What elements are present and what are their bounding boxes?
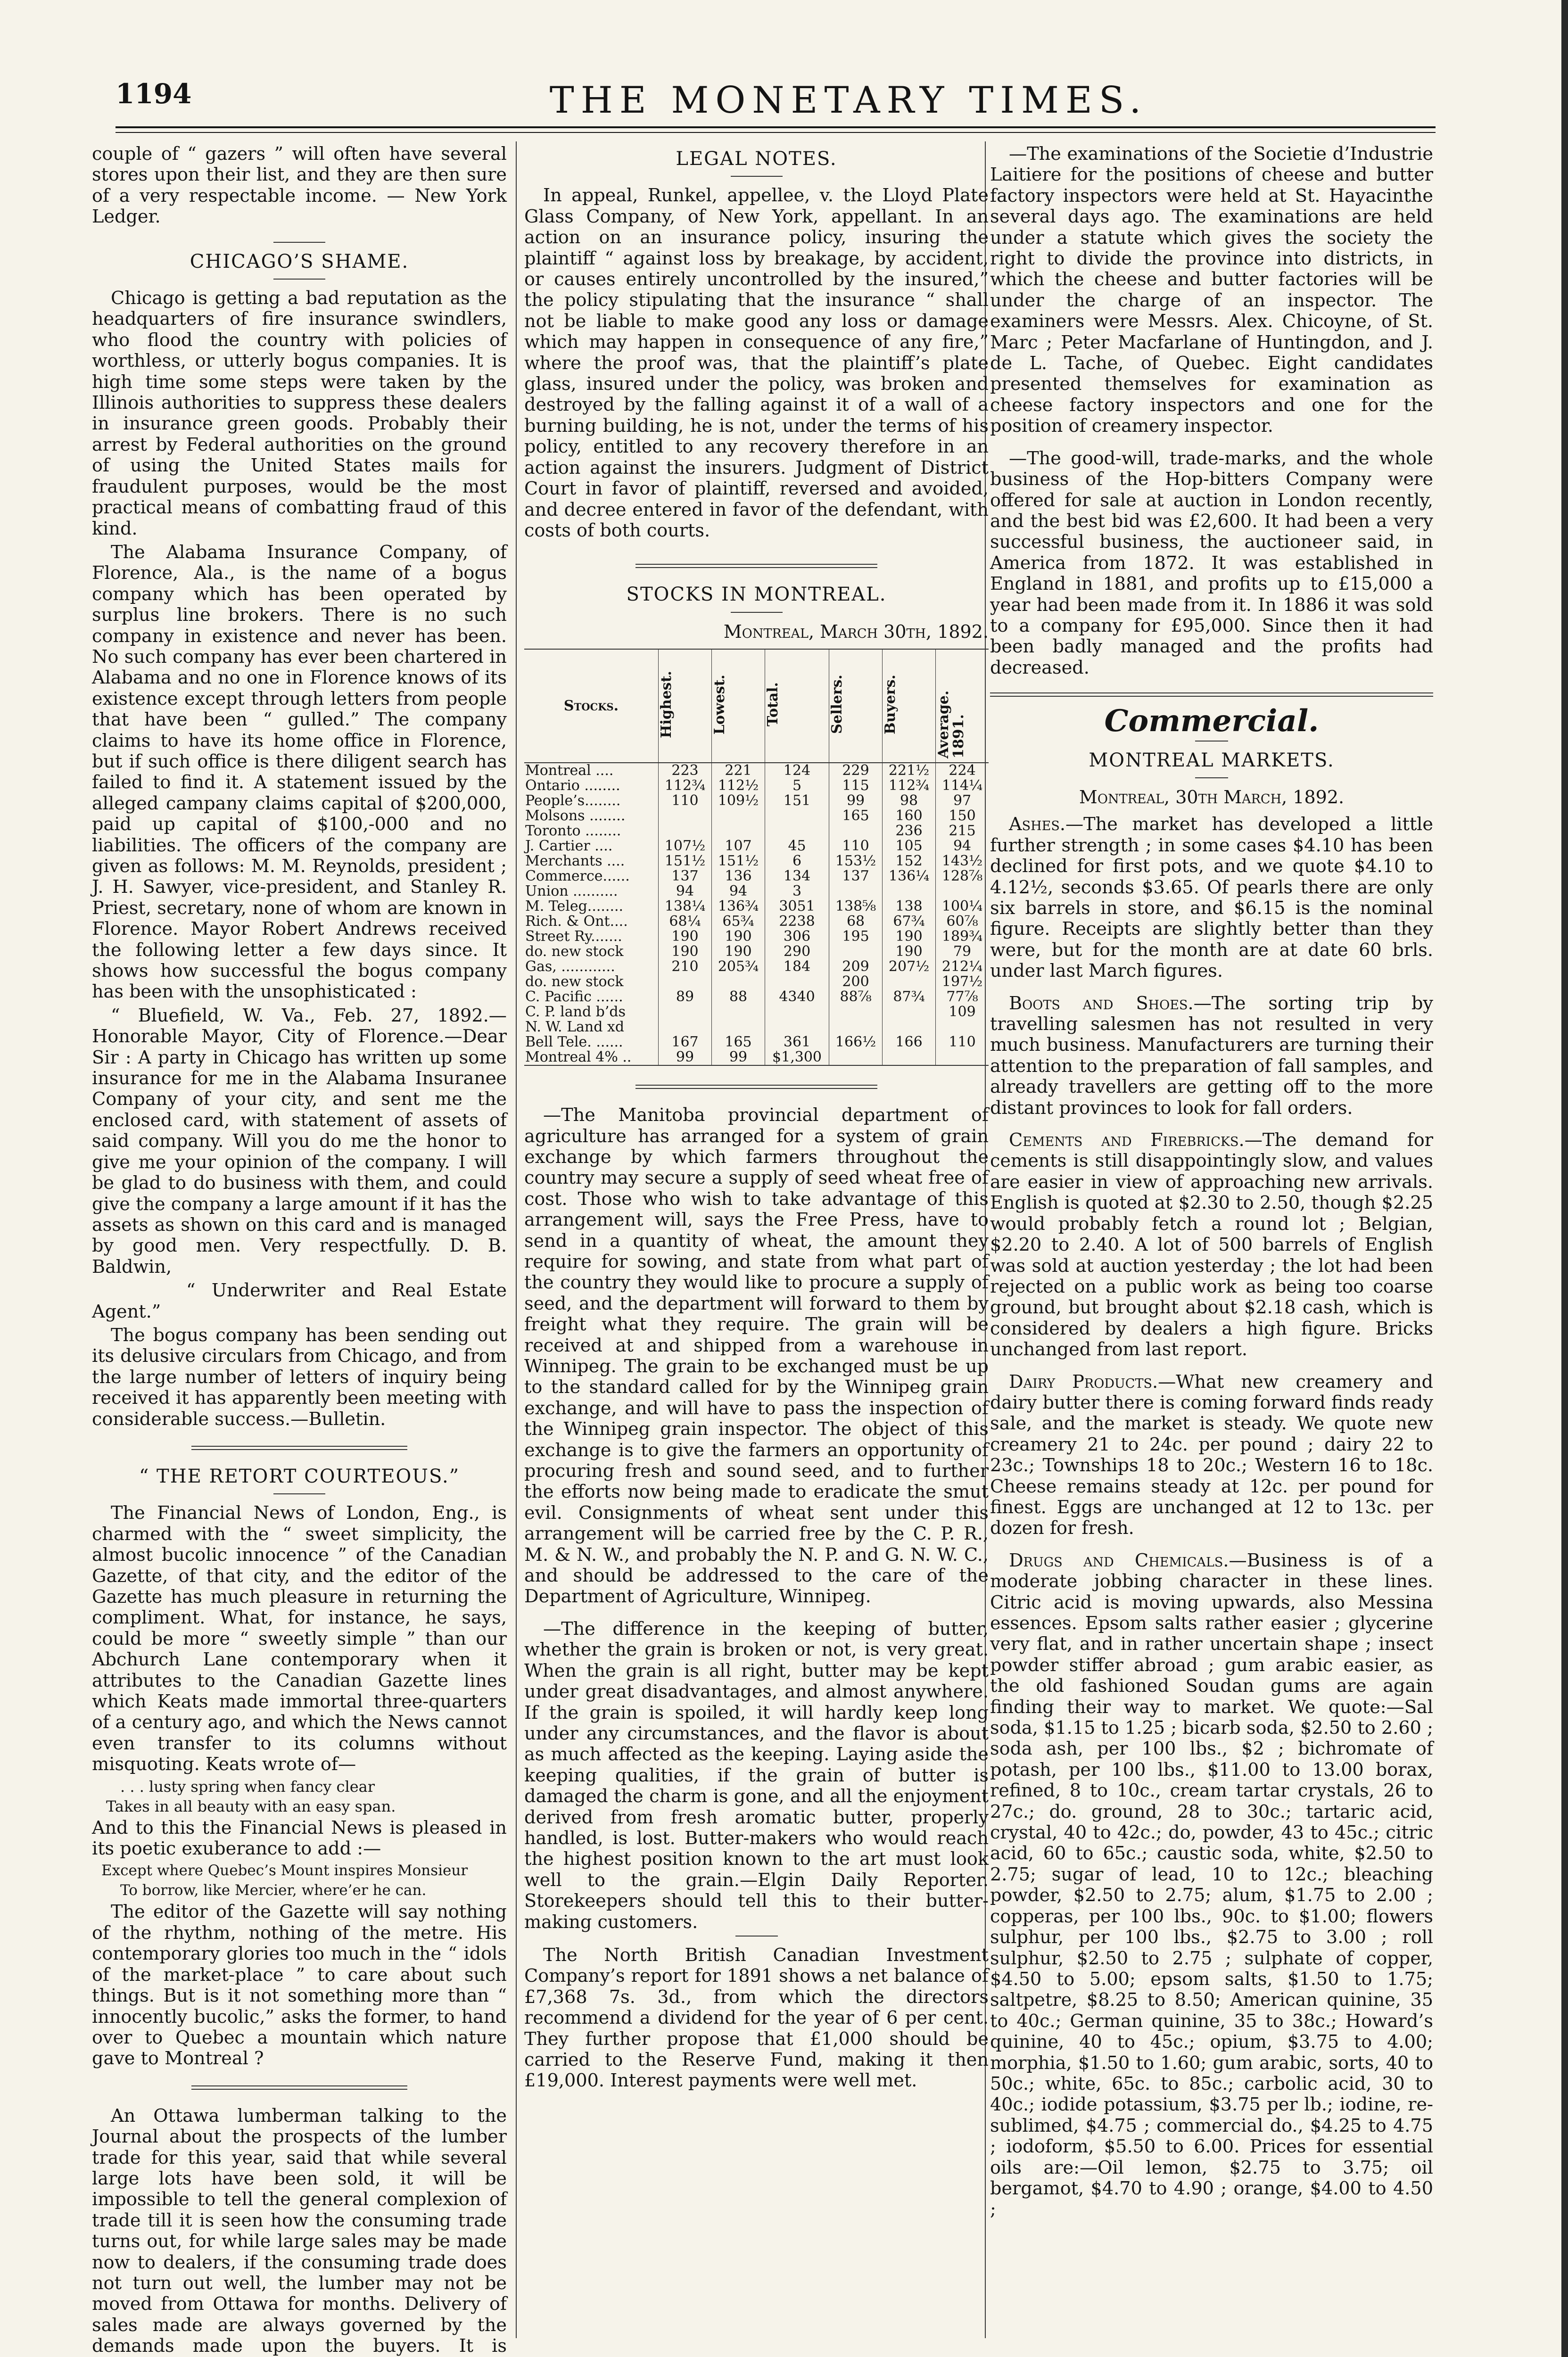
stock-value-cell: 124 [765, 763, 829, 778]
stock-name-cell: J. Cartier .... [525, 838, 613, 855]
stock-value-cell: 99 [659, 1050, 712, 1065]
stock-value-cell [829, 824, 883, 839]
stock-value-cell: 150 [936, 808, 989, 824]
stock-value-cell: 200 [829, 974, 883, 989]
stock-value-cell: 79 [936, 944, 989, 959]
stocks-table-row [524, 1005, 989, 1020]
stock-value-cell [659, 974, 712, 989]
stock-value-cell: 60⅞ [936, 914, 989, 929]
stocks-table-row [524, 778, 989, 793]
article-paragraph: The editor of the Gazette will say nothing of the rhythm, nothing of the metre. His contemporary glories too much in the “ idols of the market-place ” to care about such things. But is it not something more than “ innocently bucolic,” asks the former, to hand over to Quebec a mountain which nature gave to Montreal ? [92, 1902, 507, 2069]
article-paragraph: —The Manitoba provincial department of agriculture has arranged for a system of grain exchange by which farmers throughout the country may secure a supply of seed wheat free of cost. Those who wish to take advantage of this arrangement will, says the Free Press, have to send in a quantity of wheat, the amount they require for sowing, and state from what part of the country they would like to procure a supply of seed, and the department will forward to them by freight what they require. The grain will be received at and shipped from a warehouse in Winnipeg. The grain to be exchanged must be up to the standard called for by the Winnipeg grain exchange, and will have to pass the inspection of the Winnipeg grain inspector. The object of this exchange is to give the farmers an opportunity of procuring fresh and sound seed, and to further the efforts now being made to eradicate the smut evil. Consignments of wheat sent under this arrangement will be carried free by the C. P. R., M. & N. W., and probably the N. P. and G. N. W. C., and should be addressed to the care of the Department of Agriculture, Winnipeg. [524, 1105, 989, 1607]
stock-value-cell: 136 [712, 869, 765, 884]
stock-value-cell: 112¾ [659, 778, 712, 793]
stock-value-cell: 68¼ [659, 914, 712, 929]
stock-value-cell: 114¼ [936, 778, 989, 793]
market-report: Cements and Firebricks.—The demand for cements is still disappointingly slow, and values are easier in view of approaching new arrivals. English is quoted at $2.30 to 2.50, though $2.25 would probably fetch a round lot ; Belgian, $2.20 to 2.40. A lot of 500 barrels of English was sold at auction yesterday ; the lot had been rejected on a public work as being too coarse ground, but brought about $2.18 cash, which is considered by dealers a high figure. Bricks unchanged from last report. [990, 1130, 1434, 1360]
markets-dateline: Montreal, 30th March, 1892. [1079, 786, 1345, 808]
stock-value-cell: 110 [659, 793, 712, 808]
stock-value-cell: 190 [659, 944, 712, 959]
divider [273, 242, 325, 243]
article-paragraph: An Ottawa lumberman talking to the Journal about the prospects of the lumber trade for this year, said that while several large lots have been sold, it will be impossible to tell the general complexion of trade till it is seen how the consuming trade turns out, for while large sales may be made now to dealers, if the consuming trade does not turn out well, the lumber may not be moved from Ottawa for months. Delivery of sales made are always governed by the demands made upon the buyers. It is [92, 2105, 507, 2357]
article-heading-legal: LEGAL NOTES. [676, 148, 837, 170]
stock-value-cell [829, 944, 883, 959]
stock-value-cell: 152 [883, 854, 936, 869]
stock-value-cell [936, 1020, 989, 1035]
market-report: Dairy Products.—What new creamery and dairy butter there is coming forward finds ready sale, and the market is steady. We quote new creamery 21 to 24c. per pound ; dairy 22 to 23c.; Townships 18 to 20c.; Western 16 to 18c. Cheese remains steady at 12c. per pound for finest. Eggs are unchanged at 12 to 13c. per dozen for fresh. [990, 1371, 1433, 1539]
divider [735, 1936, 778, 1937]
divider [731, 612, 783, 613]
header-rule-top [116, 126, 1436, 128]
column-1 [92, 144, 507, 2357]
stocks-table-row [524, 899, 989, 914]
stock-value-cell: 87¾ [883, 989, 936, 1005]
double-divider [191, 1446, 407, 1450]
stock-name-cell: Gas, ............ [525, 958, 615, 975]
stock-value-cell: 109½ [712, 793, 765, 808]
stock-name-cell: Merchants .... [525, 853, 625, 870]
stocks-header-cell: Total. [765, 649, 829, 763]
stock-value-cell: 165 [829, 808, 883, 824]
stock-name-cell: Union .......... [525, 883, 618, 900]
stock-name-cell: Ontario ........ [525, 777, 620, 794]
stocks-table-row [524, 974, 989, 989]
stock-value-cell: 99 [829, 793, 883, 808]
stock-value-cell [712, 824, 765, 839]
stock-value-cell: 167 [659, 1035, 712, 1050]
article-paragraph: The bogus company has been sending out its delusive circulars from Chicago, and from the large number of letters of inquiry being received it has apparently been meeting with considerable success.—Bulletin. [92, 1325, 507, 1430]
stock-value-cell: 138⅝ [829, 899, 883, 914]
section-heading-commercial: Commercial. [1104, 703, 1319, 739]
section-divider [990, 692, 1433, 697]
article-paragraph: The Financial News of London, Eng., is charmed with the “ sweet simplicity, the almost bucolic innocence ” of the Canadian Gazette, of that city, and the editor of the Gazette has much pleasure in returning the compliment. What, for instance, he says, could be more “ sweetly simple ” than our Abchurch Lane contemporary when it attributes to the Canadian Gazette lines which Keats made immortal three-quarters of a century ago, and which the News cannot even transfer to its columns without misquoting. Keats wrote of— [92, 1503, 507, 1775]
stocks-table-row [524, 839, 989, 854]
stocks-heading: STOCKS IN MONTREAL. [626, 584, 887, 606]
stock-value-cell: 137 [829, 869, 883, 884]
stock-value-cell: 224 [936, 763, 989, 778]
stock-value-cell: 136¼ [883, 869, 936, 884]
stocks-table-row [524, 929, 989, 944]
stock-value-cell: 5 [765, 778, 829, 793]
stocks-table-row [524, 914, 989, 929]
stock-value-cell [936, 884, 989, 899]
stock-value-cell [712, 808, 765, 824]
stock-value-cell: 107 [712, 839, 765, 854]
stock-name-cell: Toronto ........ [525, 823, 621, 840]
article-paragraph: The Alabama Insurance Company, of Florence, Ala., is the name of a bogus company which has been operated by surplus line brokers. There is no such company in existence and never has been. No such company has ever been chartered in Alabama and no one in Florence knows of its existence except through letters from people that have been “ gulled.” The company claims to have its home office in Florence, but if such office is there diligent search has failed to find it. A statement issued by the alleged campany claims capital of $200,000, paid up capital of $100,-000 and no liabilities. The officers of the company are given as follows: M. M. Reynolds, president ; J. H. Sawyer, vice-president, and Stanley R. Priest, secretary, none of whom are known in Florence. Mayor Robert Andrews received the following letter a few days since. It shows how successful the bogus company has been with the unsophisticated : [92, 542, 507, 1003]
stock-value-cell: 190 [883, 929, 936, 944]
divider [273, 1493, 325, 1494]
stock-name-cell: do. new stock [525, 943, 624, 960]
stock-value-cell [936, 1050, 989, 1065]
stock-value-cell [659, 808, 712, 824]
stock-value-cell: 98 [883, 793, 936, 808]
stock-value-cell: 110 [829, 839, 883, 854]
stock-value-cell: 99 [712, 1050, 765, 1065]
stock-value-cell [765, 974, 829, 989]
stock-name-cell: Street Ry....... [525, 928, 622, 945]
stock-value-cell [659, 1020, 712, 1035]
stock-value-cell: 110 [936, 1035, 989, 1050]
poem-line: . . . lusty spring when fancy clear [120, 1777, 375, 1796]
stock-value-cell: 215 [936, 824, 989, 839]
divider [1195, 741, 1228, 742]
stock-value-cell: 112½ [712, 778, 765, 793]
column-divider-1 [516, 141, 517, 2338]
stocks-table-row [524, 824, 989, 839]
stock-name-cell: Montreal .... [525, 762, 614, 779]
stock-value-cell: 153½ [829, 854, 883, 869]
stock-value-cell: 45 [765, 839, 829, 854]
stock-name-cell: Bell Tele. ...... [525, 1034, 623, 1051]
stocks-table-body [524, 763, 989, 1065]
stock-value-cell: 184 [765, 959, 829, 974]
stock-value-cell: 151½ [712, 854, 765, 869]
stock-value-cell: 143½ [936, 854, 989, 869]
stock-value-cell: 361 [765, 1035, 829, 1050]
continued-paragraph: couple of “ gazers ” will often have several stores upon their list, and they are then sure of a very respectable income. — New York Ledger. [92, 144, 507, 228]
stock-value-cell [765, 1005, 829, 1020]
article-paragraph: In appeal, Runkel, appellee, v. the Lloyd Plate Glass Company, of New York, appellant. In an action on an insurance policy, insuring the plaintiff “ against loss by breakage, by accident, or causes entirely uncontrolled by the insured,” the policy stipulating that the insurance “ shall not be liable to make good any loss or damage which may happen in consequence of any fire,” where the proof was, that the plaintiff’s plate glass, insured under the policy, was broken and destroyed by the falling against it of a wall of a burning building, he is not, under the terms of his policy, entitled to any recovery therefore in an action against the insurers. Judgment of District Court in favor of plaintiff, reversed and avoided, and decree entered in favor of the defendant, with costs of both courts. [524, 185, 989, 541]
stock-value-cell: 138¼ [659, 899, 712, 914]
stock-value-cell [712, 1005, 765, 1020]
double-divider [635, 1085, 877, 1089]
stock-value-cell: 94 [936, 839, 989, 854]
stock-value-cell: 151 [765, 793, 829, 808]
stock-value-cell: 67¾ [883, 914, 936, 929]
stock-value-cell [765, 808, 829, 824]
divider [1195, 777, 1228, 778]
poem-line: To borrow, like Mercier, where’er he can. [120, 1882, 427, 1899]
stock-value-cell: 166 [883, 1035, 936, 1050]
stocks-table-row [524, 1020, 989, 1035]
article-paragraph: And to this the Financial News is pleased in its poetic exuberance to add :— [92, 1817, 507, 1860]
stocks-header-cell: Average. 1891. [936, 649, 989, 763]
article-paragraph: “ Bluefield, W. Va., Feb. 27, 1892.—Honorable Mayor, City of Florence.—Dear Sir : A party in Chicago has written up some insurance for me in the Alabama Insuranee Company of your city, and sent me the enclosed card, with statement of assets of said company. Will you do me the honor to give me your opinion of the company. I will be glad to do business with them, and could give the company a large amount if it has the assets as shown on this card and is managed by good men. Very respectfully. D. B. Baldwin, [92, 1005, 507, 1277]
column-3 [990, 144, 1433, 2223]
stock-value-cell: 89 [659, 989, 712, 1005]
column-2 [524, 144, 989, 2094]
article-heading-retort: “ THE RETORT COURTEOUS.” [139, 1465, 460, 1487]
stock-value-cell: 100¼ [936, 899, 989, 914]
article-paragraph: Chicago is getting a bad reputation as the headquarters of fire insurance swindlers, who flood the country with policies of worthless, or utterly bogus companies. It is high time some steps were taken by the Illinois authorities to suppress these dealers in insurance green goods. Probably their arrest by Federal authorities on the ground of using the United States mails for fraudulent purposes, would be the most practical means of combatting fraud of this kind. [92, 288, 507, 539]
article-paragraph: The North British Canadian Investment Company’s report for 1891 shows a net balance of £7,368 7s. 3d., from which the directors recommend a dividend for the year of 6 per cent. They further propose that £1,000 should be carried to the Reserve Fund, making it then £19,000. Interest payments were well met. [524, 1945, 989, 2092]
stock-name-cell: C. Pacific ...... [525, 989, 623, 1005]
market-label: Drugs and Chemicals. [1009, 1550, 1229, 1571]
stock-value-cell: 223 [659, 763, 712, 778]
stock-name-cell: Montreal 4% .. [525, 1049, 632, 1066]
market-label: Dairy Products. [1009, 1371, 1158, 1393]
stock-name-cell: Molsons ........ [525, 808, 626, 824]
stocks-table-row [524, 1035, 989, 1050]
stock-value-cell: 306 [765, 929, 829, 944]
stock-value-cell: 112¾ [883, 778, 936, 793]
stock-value-cell: 65¾ [712, 914, 765, 929]
poem-line: Takes in all beauty with an easy span. [106, 1797, 396, 1815]
stocks-table-row [524, 854, 989, 869]
stocks-table-row [524, 869, 989, 884]
stock-value-cell: 94 [659, 884, 712, 899]
stock-value-cell: 3 [765, 884, 829, 899]
stocks-header-cell: Buyers. [883, 649, 936, 763]
stock-value-cell: 190 [659, 929, 712, 944]
stock-value-cell: 236 [883, 824, 936, 839]
market-report: Boots and Shoes.—The sorting trip by travelling salesmen has not resulted in very much business. Manufacturers are turning their attention to the preparation of fall samples, and already travellers are getting off to the more distant provinces to look for fall orders. [990, 993, 1433, 1119]
stock-value-cell: 109 [936, 1005, 989, 1020]
stock-value-cell: 128⅞ [936, 869, 989, 884]
stock-value-cell: 210 [659, 959, 712, 974]
stock-name-cell: Commerce...... [525, 868, 630, 885]
stock-value-cell: 115 [829, 778, 883, 793]
masthead-title: THE MONETARY TIMES. [549, 79, 1148, 122]
stocks-table-row [524, 808, 989, 824]
stock-name-cell: do. new stock [525, 973, 624, 990]
stock-value-cell: 105 [883, 839, 936, 854]
stock-value-cell: 221½ [883, 763, 936, 778]
stock-name-cell: N. W. Land xd [525, 1019, 625, 1036]
stock-value-cell: 88 [712, 989, 765, 1005]
stock-value-cell: 151½ [659, 854, 712, 869]
stock-value-cell [659, 1005, 712, 1020]
stock-value-cell: $1,300 [765, 1050, 829, 1065]
market-report: Ashes.—The market has developed a little further strength ; in some cases $4.10 has been declined for first pots, and we quote $4.10 to 4.12½, seconds $3.65. Of pearls there are only six barrels in store, and $6.15 is the nominal figure. Receipts are slightly better than they were, but for the month are at date 60 brls. under last March figures. [990, 814, 1433, 982]
market-report: Drugs and Chemicals.—Business is of a moderate jobbing character in these lines. Citric acid is moving upwards, also Messina essences. Epsom salts rather easier ; glycerine very flat, and in rather uncertain shape ; insect powder stiffer abroad ; gum arabic easier, as the old fashioned Soudan gums are again finding their way to market. We quote:—Sal soda, $1.15 to 1.25 ; bicarb soda, $2.50 to 2.60 ; soda ash, per 100 lbs., $2 ; bichromate of potash, per 100 lbs., $11.00 to 13.00 borax, refined, 8 to 10c., cream tartar crystals, 26 to 27c.; do. ground, 28 to 30c.; tartaric acid, crystal, 40 to 42c.; do, powder, 43 to 45c.; citric acid, 60 to 65c.; caustic soda, white, $2.50 to 2.75; sugar of lead, 10 to 12c.; bleaching powder, $2.50 to 2.75; alum, $1.75 to 2.00 ; copperas, per 100 lbs., 90c. to $1.00; flowers sulphur, per 100 lbs., $2.75 to 3.00 ; roll sulphur, $2.50 to 2.75 ; sulphate of copper, $4.50 to 5.00; epsom salts, $1.50 to 1.75; saltpetre, $8.25 to 8.50; American quinine, 35 to 40c.; German quinine, 35 to 38c.; Howard’s quinine, 40 to 45c.; opium, $3.75 to 4.00; morphia, $1.50 to 1.60; gum arabic, sorts, 40 to 50c.; white, 65c. to 85c.; carbolic acid, 30 to 40c.; iodide potassium, $3.75 per lb.; iodine, re-sublimed, $4.75 ; commercial do., $4.25 to 4.75 ; iodoform, $5.50 to 6.00. Prices for essential oils are:—Oil lemon, $2.75 to 3.75; oil bergamot, $4.70 to 4.90 ; orange, $4.00 to 4.50 ; [990, 1550, 1433, 2220]
stock-value-cell [659, 824, 712, 839]
stock-name-cell: People’s........ [525, 792, 621, 809]
stock-value-cell [883, 1005, 936, 1020]
divider [273, 279, 325, 280]
divider [731, 176, 783, 177]
stock-value-cell: 190 [712, 929, 765, 944]
stock-value-cell: 166½ [829, 1035, 883, 1050]
stocks-table-row [524, 944, 989, 959]
stocks-table-row [524, 1050, 989, 1065]
stock-value-cell: 197½ [936, 974, 989, 989]
stock-value-cell [765, 1020, 829, 1035]
stocks-dateline: Montreal, March 30th, 1892. [723, 621, 989, 642]
market-label: Boots and Shoes. [1009, 993, 1194, 1014]
markets-heading: MONTREAL MARKETS. [1089, 749, 1335, 771]
stocks-header-cell: Sellers. [829, 649, 883, 763]
stock-value-cell: 6 [765, 854, 829, 869]
poem-line: Except where Quebec’s Mount inspires Monsieur [101, 1862, 468, 1879]
stock-value-cell: 165 [712, 1035, 765, 1050]
double-divider [635, 564, 877, 568]
stocks-table-header-row [524, 649, 989, 763]
article-heading-chicago: CHICAGO’S SHAME. [190, 250, 409, 272]
stock-name-cell: Rich. & Ont.... [525, 913, 628, 930]
stock-value-cell [829, 1005, 883, 1020]
stock-value-cell: 290 [765, 944, 829, 959]
article-paragraph: —The difference in the keeping of butter, whether the grain is broken or not, is very great. When the grain is all right, butter may be kept under great disadvantages, and almost anywhere. If the grain is spoiled, it will hardly keep long under any circumstances, and the flavor is about as much affected as the keeping. Laying aside the keeping qualities, if the grain of butter is damaged the charm is gone, and all the enjoyment derived from fresh aromatic butter, properly handled, is lost. Butter-makers who would reach the highest position known to the art must look well to the grain.—Elgin Daily Reporter. Storekeepers should tell this to their butter-making customers. [524, 1618, 989, 1933]
stock-value-cell [883, 974, 936, 989]
stock-value-cell: 221 [712, 763, 765, 778]
page-number: 1194 [116, 78, 192, 110]
stock-value-cell [712, 974, 765, 989]
article-paragraph: —The examinations of the Societie d’Industrie Laitiere for the positions of cheese and butter factory inspectors were held at St. Hayacinthe several days ago. The examinations are held under a statute which gives the society the right to divide the province into districts, in which the cheese and butter factories will be under the charge of an inspector. The examiners were Messrs. Alex. Chicoyne, of St. Marc ; Peter Macfarlane of Huntingdon, and J. de L. Tache, of Quebec. Eight candidates presented themselves for examination as cheese factory inspectors and one for the position of creamery inspector. [990, 144, 1433, 437]
stocks-header-cell: Highest. [659, 649, 712, 763]
page-edge-shadow [1561, 0, 1568, 2357]
stock-value-cell [829, 1020, 883, 1035]
stock-value-cell [883, 1020, 936, 1035]
stock-value-cell [883, 1050, 936, 1065]
stock-value-cell: 189¾ [936, 929, 989, 944]
stocks-table-row [524, 763, 989, 778]
stock-value-cell: 137 [659, 869, 712, 884]
market-label: Ashes. [1009, 814, 1065, 835]
stock-value-cell: 97 [936, 793, 989, 808]
stock-value-cell: 229 [829, 763, 883, 778]
stock-value-cell: 190 [883, 944, 936, 959]
header-rule-bottom [116, 132, 1436, 133]
market-label: Cements and Firebricks. [1009, 1130, 1245, 1151]
stock-value-cell: 107½ [659, 839, 712, 854]
article-paragraph: —The good-will, trade-marks, and the whole business of the Hop-bitters Company were offered for sale at auction in London recently, and the best bid was £2,600. It had been a very successful business, the auctioneer said, in America from 1872. It was established in England in 1881, and profits up to £15,000 a year had been made from it. In 1886 it was sold to a company for £95,000. Since then it had been badly managed and the profits had decreased. [990, 448, 1433, 678]
double-divider [191, 2085, 407, 2090]
stock-value-cell: 160 [883, 808, 936, 824]
stocks-table [524, 649, 989, 1066]
stock-value-cell: 77⅞ [936, 989, 989, 1005]
stock-value-cell: 209 [829, 959, 883, 974]
stocks-table-row [524, 959, 989, 974]
stock-value-cell: 2238 [765, 914, 829, 929]
stock-value-cell [765, 824, 829, 839]
stock-value-cell: 68 [829, 914, 883, 929]
stocks-header-cell: Lowest. [712, 649, 765, 763]
article-paragraph: “ Underwriter and Real Estate Agent.” [92, 1280, 507, 1322]
stock-name-cell: M. Teleg........ [525, 898, 624, 915]
stock-name-cell: C. P. land b’ds [525, 1004, 626, 1021]
stock-value-cell: 195 [829, 929, 883, 944]
stock-value-cell: 207½ [883, 959, 936, 974]
stocks-table-row [524, 989, 989, 1005]
stock-value-cell: 88⅞ [829, 989, 883, 1005]
stock-value-cell [883, 884, 936, 899]
stock-value-cell: 190 [712, 944, 765, 959]
stock-value-cell: 205¾ [712, 959, 765, 974]
stocks-table-row [524, 793, 989, 808]
stock-value-cell: 136¾ [712, 899, 765, 914]
stock-value-cell: 94 [712, 884, 765, 899]
stock-value-cell: 4340 [765, 989, 829, 1005]
stock-value-cell [829, 884, 883, 899]
stock-value-cell: 138 [883, 899, 936, 914]
stocks-table-row [524, 884, 989, 899]
stocks-header-cell: Stocks. [524, 649, 659, 763]
stock-value-cell [712, 1020, 765, 1035]
stock-value-cell [829, 1050, 883, 1065]
stock-value-cell: 212¼ [936, 959, 989, 974]
stock-value-cell: 3051 [765, 899, 829, 914]
stock-value-cell: 134 [765, 869, 829, 884]
